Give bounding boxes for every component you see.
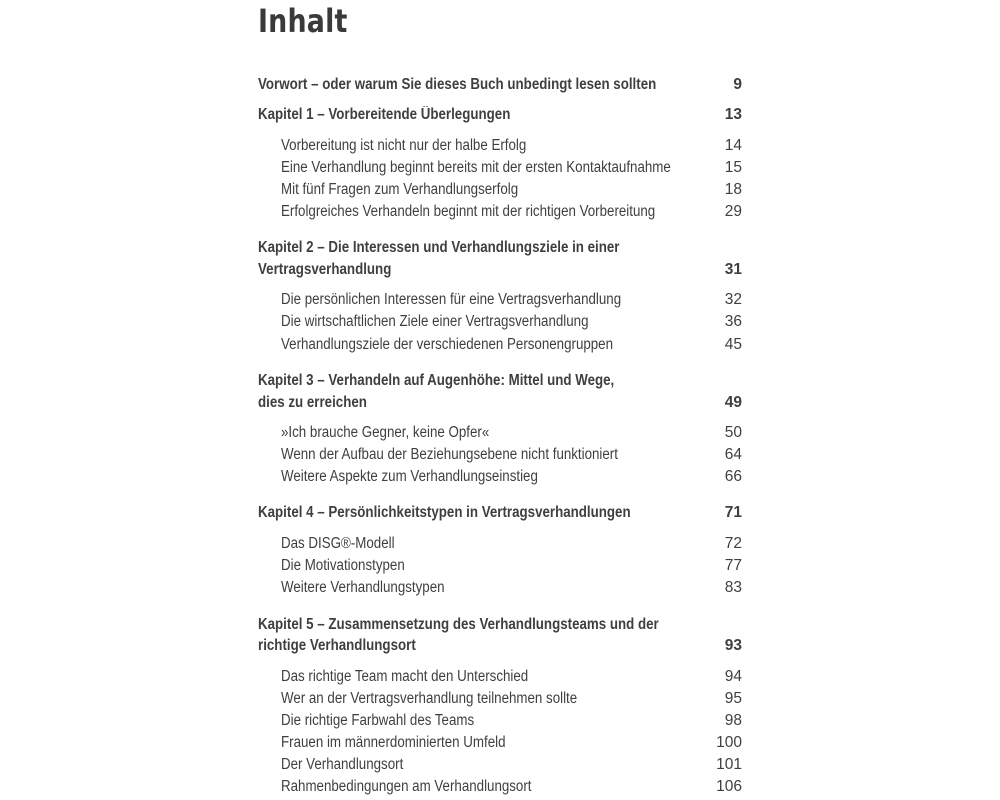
toc-page-number: 45 bbox=[724, 336, 742, 353]
toc-entry-title: Kapitel 4 – Persönlichkeitstypen in Vertragsverhandlungen bbox=[258, 504, 631, 521]
toc-chapter-entry bbox=[258, 74, 742, 96]
toc-page-number: 72 bbox=[724, 535, 742, 552]
toc-page-number: 83 bbox=[724, 579, 742, 596]
toc-entry-title: Mit fünf Fragen zum Verhandlungserfolg bbox=[281, 181, 519, 198]
toc-entry-title: Die wirtschaftlichen Ziele einer Vertragsverhandlung bbox=[281, 313, 589, 330]
toc-entry-title: Eine Verhandlung beginnt bereits mit der ersten Kontaktaufnahme bbox=[281, 159, 671, 176]
toc-page-number: 14 bbox=[724, 137, 742, 154]
toc-page-number: 49 bbox=[724, 394, 742, 411]
toc-chapter-entry bbox=[258, 635, 742, 657]
toc-section-entry bbox=[258, 666, 742, 688]
toc-page-number: 94 bbox=[724, 668, 742, 685]
toc-section-entry bbox=[258, 422, 742, 444]
toc-entry-title: Der Verhandlungsort bbox=[281, 756, 404, 773]
toc-section-entry bbox=[258, 201, 742, 223]
toc-page-number: 64 bbox=[724, 446, 742, 463]
toc-page-number: 93 bbox=[724, 637, 742, 654]
toc-section-entry bbox=[258, 776, 742, 798]
toc-section-entry bbox=[258, 732, 742, 754]
toc-section-entry bbox=[258, 466, 742, 488]
toc-section-entry bbox=[258, 289, 742, 311]
toc-section-entry bbox=[258, 135, 742, 157]
toc-entry-title: Weitere Verhandlungstypen bbox=[281, 579, 445, 596]
toc-page-number: 100 bbox=[716, 734, 742, 751]
toc-page-number: 29 bbox=[724, 203, 742, 220]
toc-section-entry bbox=[258, 533, 742, 555]
toc-page-number: 18 bbox=[724, 181, 742, 198]
toc-entry-title: Frauen im männerdominierten Umfeld bbox=[281, 734, 506, 751]
toc-entry-title: dies zu erreichen bbox=[258, 394, 367, 411]
toc-entry-title: Vorbereitung ist nicht nur der halbe Erfolg bbox=[281, 137, 527, 154]
toc-entry-title: Die persönlichen Interessen für eine Vertragsverhandlung bbox=[281, 291, 622, 308]
toc-page-number: 15 bbox=[724, 159, 742, 176]
toc-section-entry bbox=[258, 444, 742, 466]
toc-chapter-entry bbox=[258, 237, 742, 259]
toc-page-number: 32 bbox=[724, 291, 742, 308]
toc-page-number: 50 bbox=[724, 424, 742, 441]
toc-entry-title: Kapitel 3 – Verhandeln auf Augenhöhe: Mittel und Wege, bbox=[258, 372, 615, 389]
toc-entry-title: Kapitel 1 – Vorbereitende Überlegungen bbox=[258, 106, 511, 123]
toc-section-entry bbox=[258, 688, 742, 710]
toc-chapter-entry bbox=[258, 104, 742, 126]
toc-entry-title: Wenn der Aufbau der Beziehungsebene nicht funktioniert bbox=[281, 446, 618, 463]
toc-section-entry bbox=[258, 334, 742, 356]
toc-entry-title: Rahmenbedingungen am Verhandlungsort bbox=[281, 778, 532, 795]
toc-entry-title: Wer an der Vertragsverhandlung teilnehmen sollte bbox=[281, 690, 578, 707]
toc-page-number: 77 bbox=[724, 557, 742, 574]
toc-entry-title: Vertragsverhandlung bbox=[258, 261, 392, 278]
toc-entry-title: Die richtige Farbwahl des Teams bbox=[281, 712, 475, 729]
page-title: Inhalt bbox=[258, 2, 348, 40]
toc-chapter-entry bbox=[258, 614, 742, 636]
toc-page-number: 36 bbox=[724, 313, 742, 330]
toc-section-entry bbox=[258, 710, 742, 732]
toc-section-entry bbox=[258, 555, 742, 577]
toc-page-number: 31 bbox=[724, 261, 742, 278]
toc-entry-title: Vorwort – oder warum Sie dieses Buch unbedingt lesen sollten bbox=[258, 76, 657, 93]
toc-entry-title: richtige Verhandlungsort bbox=[258, 637, 416, 654]
toc-chapter-entry bbox=[258, 502, 742, 524]
toc-page-number: 71 bbox=[724, 504, 742, 521]
toc-entry-title: Kapitel 2 – Die Interessen und Verhandlungsziele in einer bbox=[258, 239, 620, 256]
toc-section-entry bbox=[258, 311, 742, 333]
toc-section-entry bbox=[258, 754, 742, 776]
toc-page-number: 66 bbox=[724, 468, 742, 485]
toc-page-number: 9 bbox=[733, 76, 742, 93]
toc-entry-title: Kapitel 5 – Zusammensetzung des Verhandlungsteams und der bbox=[258, 616, 659, 633]
toc-page-number: 98 bbox=[724, 712, 742, 729]
toc-chapter-entry bbox=[258, 392, 742, 414]
toc-entry-title: »Ich brauche Gegner, keine Opfer« bbox=[281, 424, 490, 441]
toc-page-number: 95 bbox=[724, 690, 742, 707]
toc-entry-title: Das richtige Team macht den Unterschied bbox=[281, 668, 529, 685]
toc-page-number: 101 bbox=[716, 756, 742, 773]
toc-chapter-entry bbox=[258, 259, 742, 281]
toc-entry-title: Weitere Aspekte zum Verhandlungseinstieg bbox=[281, 468, 538, 485]
toc-entry-title: Verhandlungsziele der verschiedenen Personengruppen bbox=[281, 336, 614, 353]
toc-page-number: 106 bbox=[716, 778, 742, 795]
toc-section-entry bbox=[258, 157, 742, 179]
toc-entry-title: Das DISG®-Modell bbox=[281, 535, 395, 552]
toc-chapter-entry bbox=[258, 370, 742, 392]
toc-section-entry bbox=[258, 577, 742, 599]
toc-entry-title: Die Motivationstypen bbox=[281, 557, 405, 574]
toc-page-number: 13 bbox=[724, 106, 742, 123]
toc-section-entry bbox=[258, 179, 742, 201]
toc-entry-title: Erfolgreiches Verhandeln beginnt mit der richtigen Vorbereitung bbox=[281, 203, 656, 220]
